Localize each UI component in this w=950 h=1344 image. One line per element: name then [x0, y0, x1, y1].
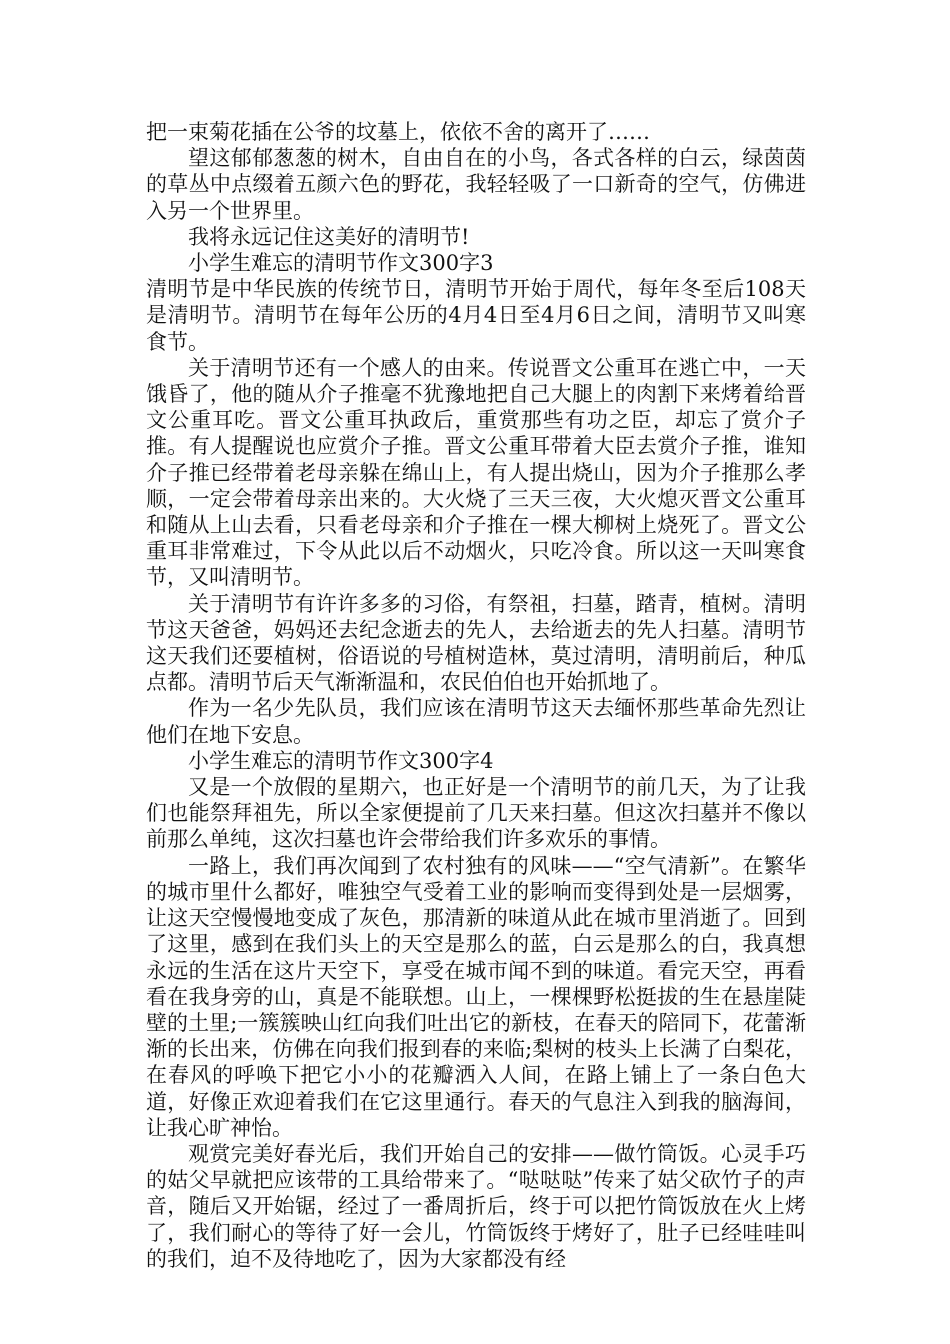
- paragraph: 观赏完美好春光后，我们开始自己的安排——做竹筒饭。心灵手巧的姑父早就把应该带的工具给带来了。“哒哒哒”传来了姑父砍竹子的声音，随后又开始锯，经过了一番周折后，终于可以把竹筒饭放在火上烤了，我们耐心的等待了好一会儿，竹筒饭终于烤好了，肚子已经哇哇叫的我们，迫不及待地吃了，因为大家都没有经: [146, 1141, 806, 1271]
- document-body: [146, 119, 806, 1272]
- paragraph: 关于清明节有许许多多的习俗，有祭祖，扫墓，踏青，植树。清明节这天爸爸，妈妈还去纪念逝去的先人，去给逝去的先人扫墓。清明节这天我们还要植树，俗语说的号植树造林，莫过清明，清明前后，种瓜点都。清明节后天气渐渐温和，农民伯伯也开始抓地了。: [146, 591, 806, 695]
- paragraph: 我将永远记住这美好的清明节!: [188, 224, 470, 249]
- paragraph: 作为一名少先队员，我们应该在清明节这天去缅怀那些革命先烈让他们在地下安息。: [146, 696, 806, 747]
- paragraph: 清明节是中华民族的传统节日，清明节开始于周代，每年冬至后108天是清明节。清明节在每年公历的4月4日至4月6日之间，清明节又叫寒食节。: [146, 277, 806, 354]
- paragraph: 一路上，我们再次闻到了农村独有的风味——“空气清新”。在繁华的城市里什么都好，唯独空气受着工业的影响而变得到处是一层烟雾，让这天空慢慢地变成了灰色，那清新的味道从此在城市里消逝了。回到了这里，感到在我们头上的天空是那么的蓝，白云是那么的白，我真想永远的生活在这片天空下，享受在城市闻不到的味道。看完天空，再看看在我身旁的山，真是不能联想。山上，一棵棵野松挺拔的生在悬崖陡壁的土里;一簇簇映山红向我们吐出它的新枝，在春天的陪同下，花蕾渐渐的长出来，仿佛在向我们报到春的来临;梨树的枝头上长满了白梨花，在春风的呼唤下把它小小的花瓣洒入人间，在路上铺上了一条白色大道，好像正欢迎着我们在它这里通行。春天的气息注入到我的脑海间，让我心旷神怡。: [146, 853, 806, 1140]
- section-heading: 小学生难忘的清明节作文300字4: [188, 748, 494, 773]
- paragraph: 望这郁郁葱葱的树木，自由自在的小鸟，各式各样的白云，绿茵茵的草丛中点缀着五颜六色的野花，我轻轻吸了一口新奇的空气，仿佛进入另一个世界里。: [146, 146, 806, 223]
- paragraph: 关于清明节还有一个感人的由来。传说晋文公重耳在逃亡中，一天饿昏了，他的随从介子推毫不犹豫地把自己大腿上的肉割下来烤着给晋文公重耳吃。晋文公重耳执政后，重赏那些有功之臣，却忘了赏介子推。有人提醒说也应赏介子推。晋文公重耳带着大臣去赏介子推，谁知介子推已经带着老母亲躲在绵山上，有人提出烧山，因为介子推那么孝顺，一定会带着母亲出来的。大火烧了三天三夜，大火熄灭晋文公重耳和随从上山去看，只看老母亲和介子推在一棵大柳树上烧死了。晋文公重耳非常难过，下令从此以后不动烟火，只吃冷食。所以这一天叫寒食节，又叫清明节。: [146, 355, 806, 590]
- section-heading: 小学生难忘的清明节作文300字3: [188, 251, 494, 276]
- paragraph: 又是一个放假的星期六，也正好是一个清明节的前几天，为了让我们也能祭拜祖先，所以全家便提前了几天来扫墓。但这次扫墓并不像以前那么单纯，这次扫墓也许会带给我们许多欢乐的事情。: [146, 775, 806, 852]
- paragraph: 把一束菊花插在公爷的坟墓上，依依不舍的离开了……: [146, 120, 650, 144]
